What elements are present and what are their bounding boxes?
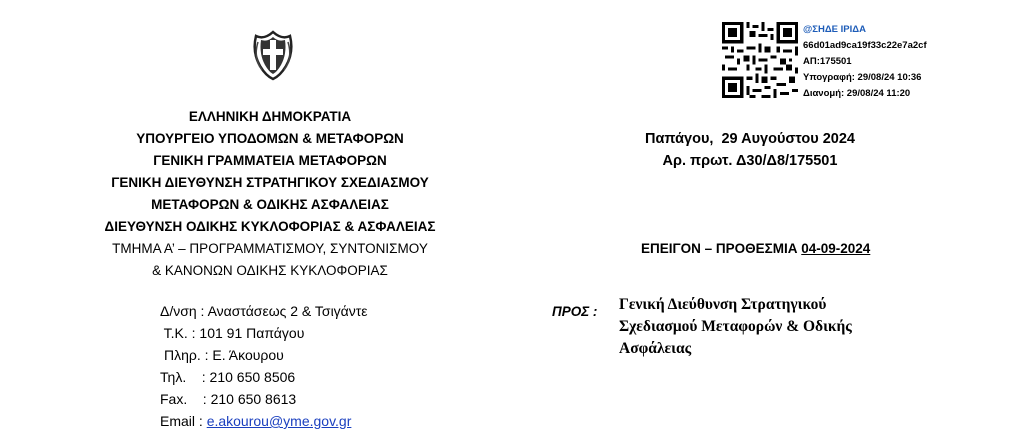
iris-brand: @ΣΗΔΕ ΙΡΙΔΑ <box>803 24 866 35</box>
header-line: ΥΠΟΥΡΓΕΙΟ ΥΠΟΔΟΜΩΝ & ΜΕΤΑΦΟΡΩΝ <box>136 131 404 146</box>
iris-stamp <box>803 22 927 102</box>
contact-block <box>160 300 368 432</box>
postal-line: Τ.Κ. : 101 91 Παπάγου <box>160 325 305 341</box>
header-line: ΜΕΤΑΦΟΡΩΝ & ΟΔΙΚΗΣ ΑΣΦΑΛΕΙΑΣ <box>151 197 389 212</box>
department-line: ΤΜΗΜΑ Α’ – ΠΡΟΓΡΑΜΜΑΤΙΣΜΟΥ, ΣΥΝΤΟΝΙΣΜΟΥ <box>112 241 428 256</box>
header-line: ΔΙΕΥΘΥΝΣΗ ΟΔΙΚΗΣ ΚΥΚΛΟΦΟΡΙΑΣ & ΑΣΦΑΛΕΙΑΣ <box>104 219 436 234</box>
email-line <box>160 410 368 432</box>
stamp-hash: 66d01ad9ca19f33c22e7a2cf <box>803 40 927 51</box>
urgent-label: ΕΠΕΙΓΟΝ – ΠΡΟΘΕΣΜΙΑ <box>641 241 802 256</box>
email-link[interactable]: e.akourou@yme.gov.gr <box>206 413 352 429</box>
hellenic-republic-emblem-icon <box>248 22 298 82</box>
stamp-ap: ΑΠ:175501 <box>803 56 852 67</box>
urgent-deadline <box>641 241 870 256</box>
place-date-block <box>600 128 900 172</box>
header-line: ΓΕΝΙΚΗ ΓΡΑΜΜΑΤΕΙΑ ΜΕΤΑΦΟΡΩΝ <box>153 153 387 168</box>
protocol-number: Αρ. πρωτ. Δ30/Δ8/175501 <box>662 153 838 169</box>
info-line: Πληρ. : Ε. Άκουρου <box>164 347 284 363</box>
email-label: Email : <box>160 413 207 429</box>
recipient-line: Γενική Διεύθυνση Στρατηγικού <box>619 296 827 313</box>
phone-line: Τηλ. : 210 650 8506 <box>160 369 296 385</box>
recipient-line: Σχεδιασμού Μεταφορών & Οδικής <box>619 318 852 335</box>
recipient-label: ΠΡΟΣ : <box>552 304 598 319</box>
stamp-distributed: Διανομή: 29/08/24 11:20 <box>803 88 911 99</box>
deadline-date: 04-09-2024 <box>801 241 871 256</box>
department-line: & ΚΑΝΟΝΩΝ ΟΔΙΚΗΣ ΚΥΚΛΟΦΟΡΙΑΣ <box>152 263 388 278</box>
header-line: ΕΛΛΗΝΙΚΗ ΔΗΜΟΚΡΑΤΙΑ <box>188 109 352 124</box>
stamp-signed: Υπογραφή: 29/08/24 10:36 <box>803 72 922 83</box>
recipient-block <box>619 294 919 360</box>
recipient-line: Ασφάλειας <box>619 340 692 357</box>
header-line: ΓΕΝΙΚΗ ΔΙΕΥΘΥΝΣΗ ΣΤΡΑΤΗΓΙΚΟΥ ΣΧΕΔΙΑΣΜΟΥ <box>111 175 429 190</box>
place-date: Παπάγου, 29 Αυγούστου 2024 <box>645 131 855 147</box>
fax-line: Fax. : 210 650 8613 <box>160 391 297 407</box>
address-line: Δ/νση : Αναστάσεως 2 & Τσιγάντε <box>160 303 368 319</box>
sender-header <box>70 106 470 282</box>
qr-code-icon <box>722 22 798 98</box>
